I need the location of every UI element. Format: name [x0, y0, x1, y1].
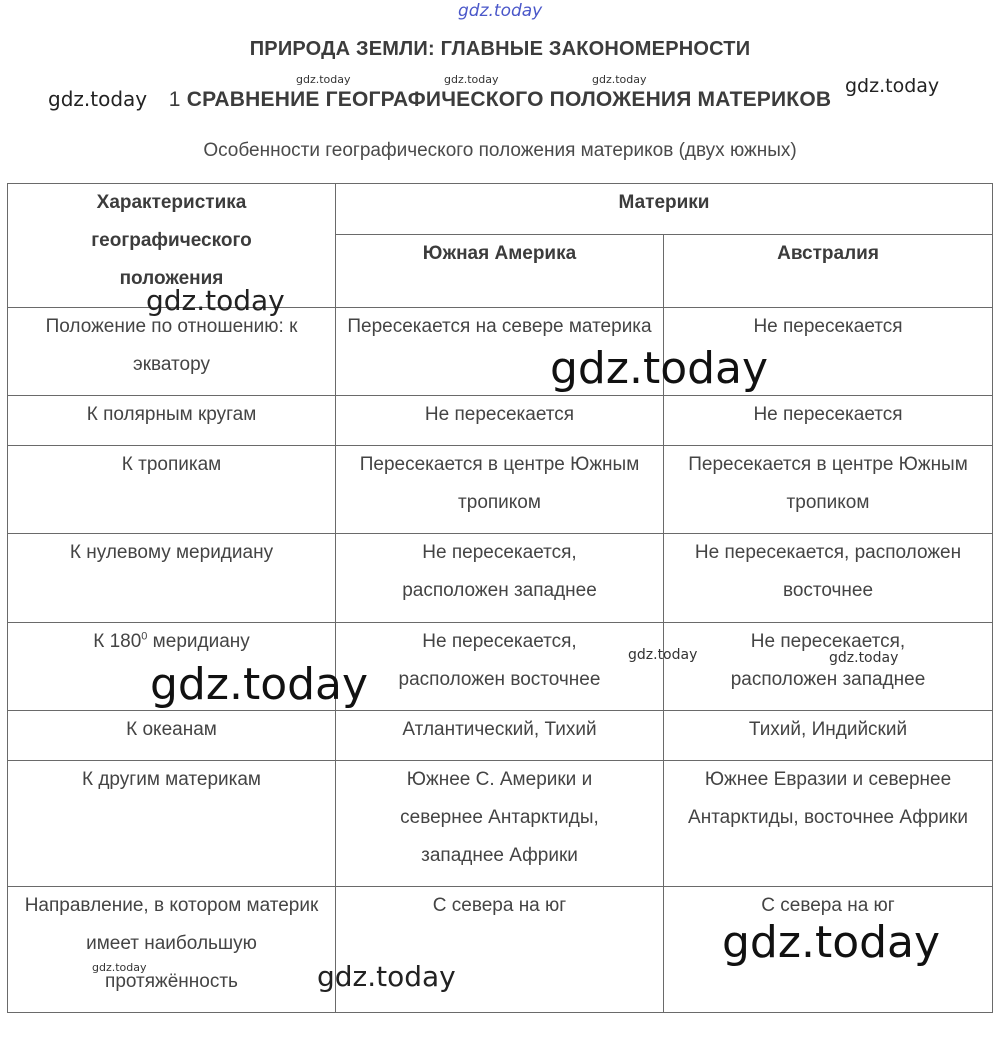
- watermark: gdz.today: [92, 961, 147, 974]
- watermark: gdz.today: [48, 87, 148, 111]
- watermark: gdz.today: [444, 73, 499, 86]
- watermark: gdz.today: [829, 650, 899, 666]
- south-america-cell: Пересекается на севере материка: [336, 308, 664, 396]
- australia-cell: Южнее Евразии и севернее Антарктиды, восточнее Африки: [664, 761, 993, 887]
- table-row: [8, 711, 993, 761]
- header-characteristic: Характеристика географического положения: [8, 184, 336, 308]
- row-label-suffix: меридиану: [147, 631, 250, 652]
- table-row: [8, 396, 993, 446]
- row-label: К другим материкам: [8, 761, 336, 887]
- watermark: gdz.today: [317, 960, 456, 993]
- header-australia: Австралия: [664, 235, 993, 308]
- table-row: [8, 308, 993, 396]
- watermark: gdz.today: [296, 73, 351, 86]
- row-label: К тропикам: [8, 446, 336, 534]
- table-row: [8, 446, 993, 534]
- row-label-prefix: К 180: [93, 631, 142, 652]
- australia-cell: С севера на юг: [664, 887, 993, 1013]
- page-title: ПРИРОДА ЗЕМЛИ: ГЛАВНЫЕ ЗАКОНОМЕРНОСТИ: [249, 38, 751, 60]
- section-title-text: СРАВНЕНИЕ ГЕОГРАФИЧЕСКОГО ПОЛОЖЕНИЯ МАТЕРИКОВ: [186, 88, 832, 111]
- row-label: К полярным кругам: [8, 396, 336, 446]
- watermark: gdz.today: [845, 75, 940, 97]
- watermark: gdz.today: [458, 1, 543, 21]
- australia-cell: Пересекается в центре Южным тропиком: [664, 446, 993, 534]
- australia-cell: Не пересекается: [664, 308, 993, 396]
- australia-cell: Не пересекается, расположен восточнее: [664, 534, 993, 623]
- row-label: К океанам: [8, 711, 336, 761]
- south-america-cell: Атлантический, Тихий: [336, 711, 664, 761]
- section-title: [0, 88, 1000, 112]
- watermark: gdz.today: [628, 647, 698, 663]
- watermark: gdz.today: [722, 917, 941, 968]
- header-continents: Материки: [336, 184, 993, 235]
- watermark: gdz.today: [592, 73, 647, 86]
- south-america-cell: С севера на юг: [336, 887, 664, 1013]
- table-row: [8, 761, 993, 887]
- south-america-cell: Не пересекается, расположен западнее: [336, 534, 664, 623]
- australia-cell: Не пересекается, расположен западнее: [664, 623, 993, 711]
- section-number: 1: [168, 88, 181, 111]
- south-america-cell: Не пересекается: [336, 396, 664, 446]
- australia-cell: Тихий, Индийский: [664, 711, 993, 761]
- row-label: Положение по отношению: к экватору: [8, 308, 336, 396]
- watermark: gdz.today: [550, 343, 769, 394]
- australia-cell: Не пересекается: [664, 396, 993, 446]
- south-america-cell: Пересекается в центре Южным тропиком: [336, 446, 664, 534]
- header-south-america: Южная Америка: [336, 235, 664, 308]
- table-caption: Особенности географического положения материков (двух южных): [203, 140, 797, 161]
- south-america-cell: Южнее С. Америки и севернее Антарктиды, западнее Африки: [336, 761, 664, 887]
- degree-sup: 0: [141, 630, 148, 643]
- watermark: gdz.today: [150, 659, 369, 710]
- table-row: [8, 534, 993, 623]
- south-america-cell: Не пересекается, расположен восточнее: [336, 623, 664, 711]
- watermark: gdz.today: [146, 284, 285, 317]
- row-label: Направление, в котором материк имеет наибольшую протяжённость: [8, 887, 336, 1013]
- row-label: К нулевому меридиану: [8, 534, 336, 623]
